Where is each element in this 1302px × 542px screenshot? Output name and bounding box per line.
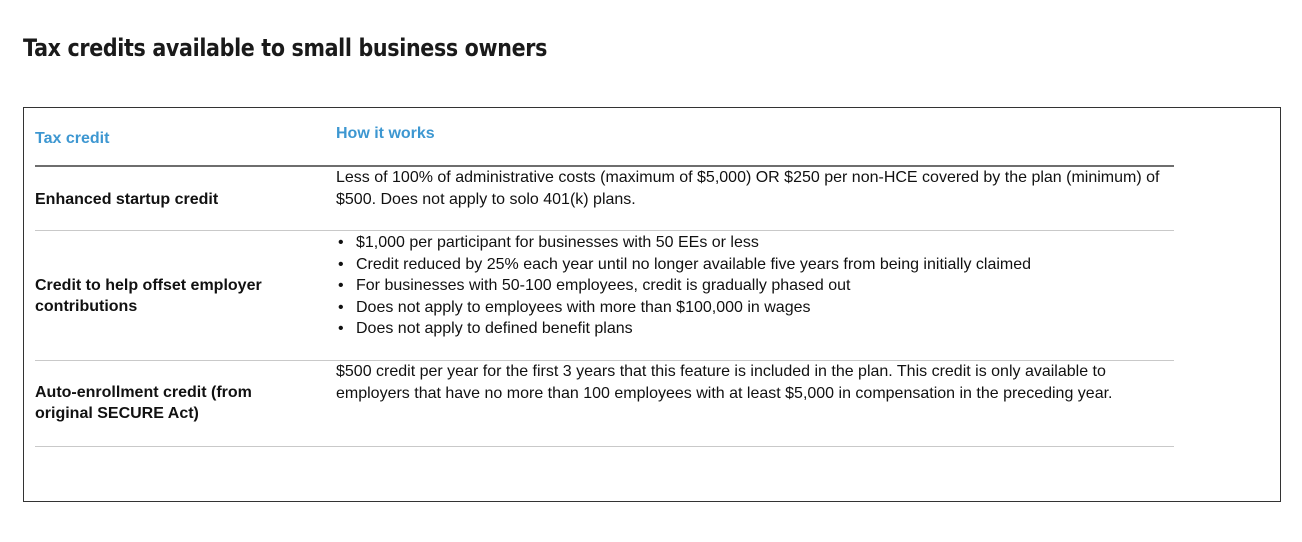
row-divider xyxy=(35,230,1174,231)
column-header-tax-credit: Tax credit xyxy=(35,130,110,147)
row-divider xyxy=(35,446,1174,447)
bullet-text: Credit reduced by 25% each year until no longer available five years from being initially claimed xyxy=(356,255,1032,273)
credit-name-employer-contributions: Credit to help offset employer contributions xyxy=(35,277,262,315)
credit-description-auto-enrollment: $500 credit per year for the first 3 years that this feature is included in the plan. This credit is only available to employers that have no more than 100 employees with at least $5,000 in compensation in the preceding year. xyxy=(336,363,1113,402)
bullet-icon: • xyxy=(338,277,344,294)
bullet-icon: • xyxy=(338,298,344,316)
credit-bullets-employer-contributions xyxy=(336,232,1031,340)
bullet-text: Does not apply to employees with more than $100,000 in wages xyxy=(356,298,811,316)
tax-credits-table xyxy=(23,107,1281,502)
bullet-item xyxy=(336,232,1031,254)
page-title: Tax credits available to small business owners xyxy=(23,34,548,62)
bullet-item xyxy=(336,318,1031,340)
bullet-text: Does not apply to defined benefit plans xyxy=(356,320,633,337)
column-header-how-it-works: How it works xyxy=(336,125,435,142)
credit-name-auto-enrollment: Auto-enrollment credit (from original SECURE Act) xyxy=(35,384,252,422)
credit-description-enhanced-startup: Less of 100% of administrative costs (maximum of $5,000) OR $250 per non-HCE covered by the plan (minimum) of $500. Does not apply to solo 401(k) plans. xyxy=(336,169,1160,208)
bullet-icon: • xyxy=(338,320,344,337)
bullet-icon: • xyxy=(338,255,344,273)
bullet-icon: • xyxy=(338,234,344,251)
bullet-text: For businesses with 50-100 employees, credit is gradually phased out xyxy=(356,277,851,294)
bullet-item xyxy=(336,275,1031,297)
bullet-text: $1,000 per participant for businesses with 50 EEs or less xyxy=(356,234,759,251)
bullet-item xyxy=(336,297,1031,319)
bullet-item xyxy=(336,254,1031,276)
credit-name-enhanced-startup: Enhanced startup credit xyxy=(35,191,219,208)
